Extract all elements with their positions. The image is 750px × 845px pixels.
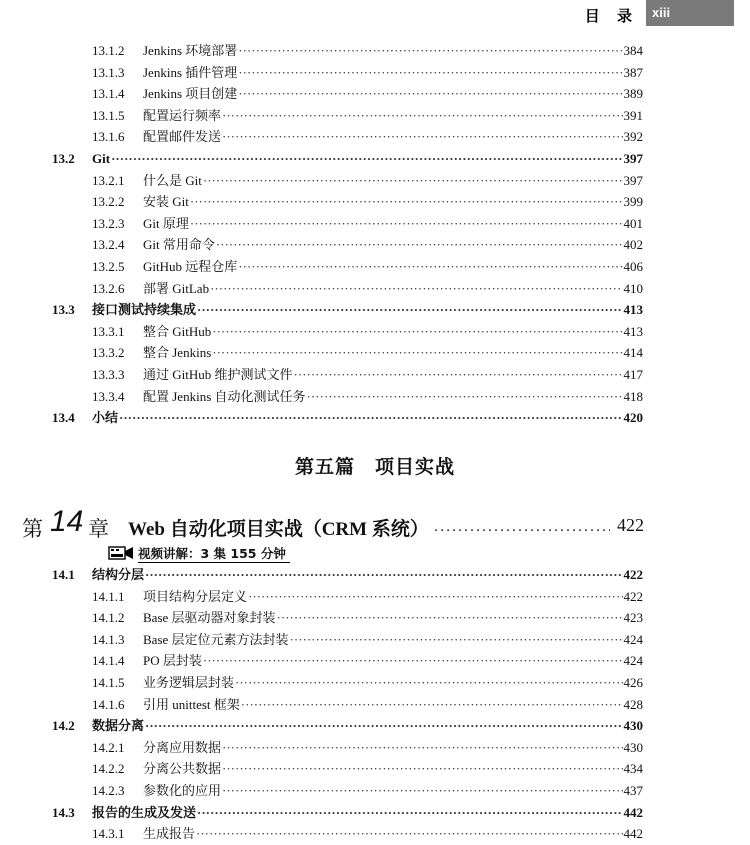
- toc-entry-number: 13.1.6: [92, 129, 125, 145]
- toc-entry-page: 424: [623, 650, 644, 671]
- toc-entry-page: 397: [623, 170, 644, 191]
- toc-entry-label: 整合 GitHub ·····: [143, 321, 642, 342]
- toc-entry-label: 业务逻辑层封装 ·····: [143, 672, 642, 693]
- toc-subsection-entry[interactable]: [0, 170, 750, 191]
- toc-entry-page: 426: [623, 672, 644, 693]
- toc-entry-label: PO 层封装 ·····: [143, 650, 642, 671]
- toc-entry-page: 414: [623, 342, 644, 363]
- toc-entry-page: 391: [623, 105, 644, 126]
- toc-subsection-entry[interactable]: [0, 607, 750, 628]
- toc-entry-label: 数据分离 ·····: [92, 715, 642, 736]
- toc-subsection-entry[interactable]: [0, 694, 750, 715]
- toc-section-entry[interactable]: [0, 715, 750, 736]
- toc-entry-number: 13.2.1: [92, 172, 125, 188]
- toc-entry-number: 13.2.3: [92, 215, 125, 231]
- toc-entry-page: 430: [623, 715, 644, 736]
- toc-subsection-entry[interactable]: [0, 256, 750, 277]
- toc-entry-page: 399: [623, 191, 644, 212]
- toc-subsection-entry[interactable]: [0, 62, 750, 83]
- toc-entry-number: 13.4: [52, 410, 75, 426]
- toc-entry-label: 参数化的应用 ·····: [143, 780, 642, 801]
- toc-entry-label: 通过 GitHub 维护测试文件 ·····: [143, 364, 642, 385]
- toc-subsection-entry[interactable]: [0, 234, 750, 255]
- toc-entry-page: 417: [623, 364, 644, 385]
- toc-entry-label: 整合 Jenkins ·····: [143, 342, 642, 363]
- toc-subsection-entry[interactable]: [0, 40, 750, 61]
- toc-entry-page: 422: [623, 586, 644, 607]
- header-page-number: xiii: [646, 0, 734, 26]
- toc-subsection-entry[interactable]: [0, 629, 750, 650]
- toc-entry-label: 部署 GitLab ·····: [143, 278, 642, 299]
- toc-entry-page: 422: [623, 564, 644, 585]
- toc-subsection-entry[interactable]: [0, 364, 750, 385]
- video-camera-icon: [108, 544, 134, 562]
- toc-entry-page: 389: [623, 83, 644, 104]
- toc-entry-number: 13.2.2: [92, 194, 125, 210]
- toc-subsection-entry[interactable]: [0, 83, 750, 104]
- toc-entry-page: 437: [623, 780, 644, 801]
- toc-entry-label: 分离应用数据 ·····: [143, 737, 642, 758]
- toc-entry-number: 14.1.4: [92, 653, 125, 669]
- toc-entry-number: 14.1.1: [92, 588, 125, 604]
- toc-entry-number: 14.2.3: [92, 783, 125, 798]
- video-info-text: 视频讲解：3 集 155 分钟: [138, 546, 290, 563]
- toc-subsection-entry[interactable]: [0, 650, 750, 671]
- page-header: [0, 0, 750, 26]
- toc-entry-number: 13.1.5: [92, 107, 125, 123]
- toc-entry-label: 小结 ·····: [92, 407, 642, 428]
- toc-subsection-entry[interactable]: [0, 758, 750, 779]
- toc-subsection-entry[interactable]: [0, 386, 750, 407]
- toc-entry-number: 13.2.5: [92, 259, 125, 274]
- toc-entry-label: Git ·····: [92, 148, 642, 169]
- toc-entry-page: 428: [623, 694, 644, 715]
- toc-subsection-entry[interactable]: [0, 737, 750, 758]
- toc-entry-number: 13.3.3: [92, 367, 125, 382]
- toc-section-entry[interactable]: [0, 407, 750, 428]
- toc-entry-label: 项目结构分层定义 ·····: [143, 586, 642, 607]
- toc-entry-label: 分离公共数据 ·····: [143, 758, 642, 779]
- toc-entry-number: 13.3.1: [92, 323, 125, 339]
- toc-entry-number: 14.1.5: [92, 675, 125, 690]
- toc-entry-page: 424: [623, 629, 644, 650]
- toc-entry-number: 14.3.1: [92, 826, 125, 842]
- toc-entry-number: 13.1.3: [92, 64, 125, 80]
- toc-entry-page: 397: [623, 148, 644, 169]
- chapter-number: 14: [50, 505, 84, 538]
- toc-entry-number: 14.3: [52, 804, 75, 820]
- toc-entry-label: 报告的生成及发送 ·····: [92, 802, 642, 823]
- toc-entry-page: 413: [623, 321, 644, 342]
- toc-entry-label: GitHub 远程仓库 ·····: [143, 256, 642, 277]
- toc-entry-page: 430: [623, 737, 644, 758]
- toc-entry-page: 387: [623, 62, 644, 83]
- toc-entry-page: 420: [623, 407, 644, 428]
- header-title: 目 录: [584, 7, 638, 25]
- toc-subsection-entry[interactable]: [0, 780, 750, 801]
- toc-entry-label: Jenkins 项目创建 ·····: [143, 83, 642, 104]
- part-title: 项目实战: [375, 456, 456, 478]
- toc-entry-page: 384: [623, 40, 644, 61]
- toc-entry-label: 引用 unittest 框架 ·····: [143, 694, 642, 715]
- toc-entry-page: 402: [623, 234, 644, 255]
- toc-entry-number: 14.1.3: [92, 631, 125, 647]
- toc-entry-number: 13.2.6: [92, 280, 125, 296]
- toc-entry-label: Git 原理 ·····: [143, 213, 642, 234]
- toc-entry-number: 13.3.4: [92, 388, 125, 404]
- toc-entry-number: 13.2.4: [92, 237, 125, 253]
- toc-entry-label: 安装 Git ·····: [143, 191, 642, 212]
- toc-entry-number: 14.1.2: [92, 610, 125, 626]
- toc-subsection-entry[interactable]: [0, 321, 750, 342]
- chapter-heading[interactable]: [22, 505, 644, 543]
- toc-subsection-entry[interactable]: [0, 823, 750, 844]
- toc-entry-label: 接口测试持续集成 ·····: [92, 299, 642, 320]
- part-heading: [0, 452, 750, 479]
- toc-entry-label: Base 层驱动器对象封装 ·····: [143, 607, 642, 628]
- toc-subsection-entry[interactable]: [0, 586, 750, 607]
- toc-entry-label: 什么是 Git ·····: [143, 170, 642, 191]
- toc-entry-label: 结构分层 ·····: [92, 564, 642, 585]
- toc-section-entry[interactable]: [0, 148, 750, 169]
- toc-subsection-entry[interactable]: [0, 213, 750, 234]
- toc-entry-page: 413: [623, 299, 644, 320]
- toc-entry-number: 13.3: [52, 302, 75, 318]
- toc-subsection-entry[interactable]: [0, 342, 750, 363]
- toc-entry-number: 13.3.2: [92, 345, 125, 361]
- toc-entry-page: 392: [623, 126, 644, 147]
- toc-entry-page: 423: [623, 607, 644, 628]
- toc-section-entry[interactable]: [0, 299, 750, 320]
- chapter-zhang: 章: [88, 517, 109, 541]
- part-prefix: 第五篇: [294, 456, 355, 478]
- toc-entry-number: 14.1: [52, 567, 75, 582]
- toc-entry-label: 配置 Jenkins 自动化测试任务 ·····: [143, 386, 642, 407]
- toc-entry-number: 14.2.1: [92, 739, 125, 755]
- toc-entry-page: 401: [623, 213, 644, 234]
- toc-subsection-entry[interactable]: [0, 672, 750, 693]
- toc-entry-label: 配置运行频率 ·····: [143, 105, 642, 126]
- toc-entry-page: 442: [623, 802, 644, 823]
- chapter-di: 第: [22, 517, 43, 541]
- toc-entry-label: 生成报告 ·····: [143, 823, 642, 844]
- toc-entry-number: 13.2: [52, 151, 75, 166]
- toc-entry-page: 410: [623, 278, 644, 299]
- toc-entry-number: 13.1.2: [92, 43, 125, 58]
- toc-entry-label: 配置邮件发送 ·····: [143, 126, 642, 147]
- toc-entry-page: 434: [623, 758, 644, 779]
- toc-entry-page: 418: [623, 386, 644, 407]
- toc-subsection-entry[interactable]: [0, 191, 750, 212]
- chapter-page: 422: [613, 515, 644, 536]
- chapter-title: Web 自动化项目实战（CRM 系统） ·····: [128, 514, 610, 541]
- toc-entry-number: 14.2: [52, 718, 75, 734]
- toc-entry-page: 406: [623, 256, 644, 277]
- toc-section-entry[interactable]: [0, 564, 750, 585]
- toc-entry-page: 442: [623, 823, 644, 844]
- toc-subsection-entry[interactable]: [0, 278, 750, 299]
- toc-entry-label: Jenkins 插件管理 ·····: [143, 62, 642, 83]
- toc-entry-number: 13.1.4: [92, 86, 125, 102]
- toc-subsection-entry[interactable]: [0, 105, 750, 126]
- toc-entry-label: Jenkins 环境部署 ·····: [143, 40, 642, 61]
- toc-section-entry[interactable]: [0, 802, 750, 823]
- toc-entry-number: 14.1.6: [92, 696, 125, 712]
- toc-entry-label: Base 层定位元素方法封装 ·····: [143, 629, 642, 650]
- toc-subsection-entry[interactable]: [0, 126, 750, 147]
- toc-entry-label: Git 常用命令 ·····: [143, 234, 642, 255]
- toc-entry-number: 14.2.2: [92, 761, 125, 777]
